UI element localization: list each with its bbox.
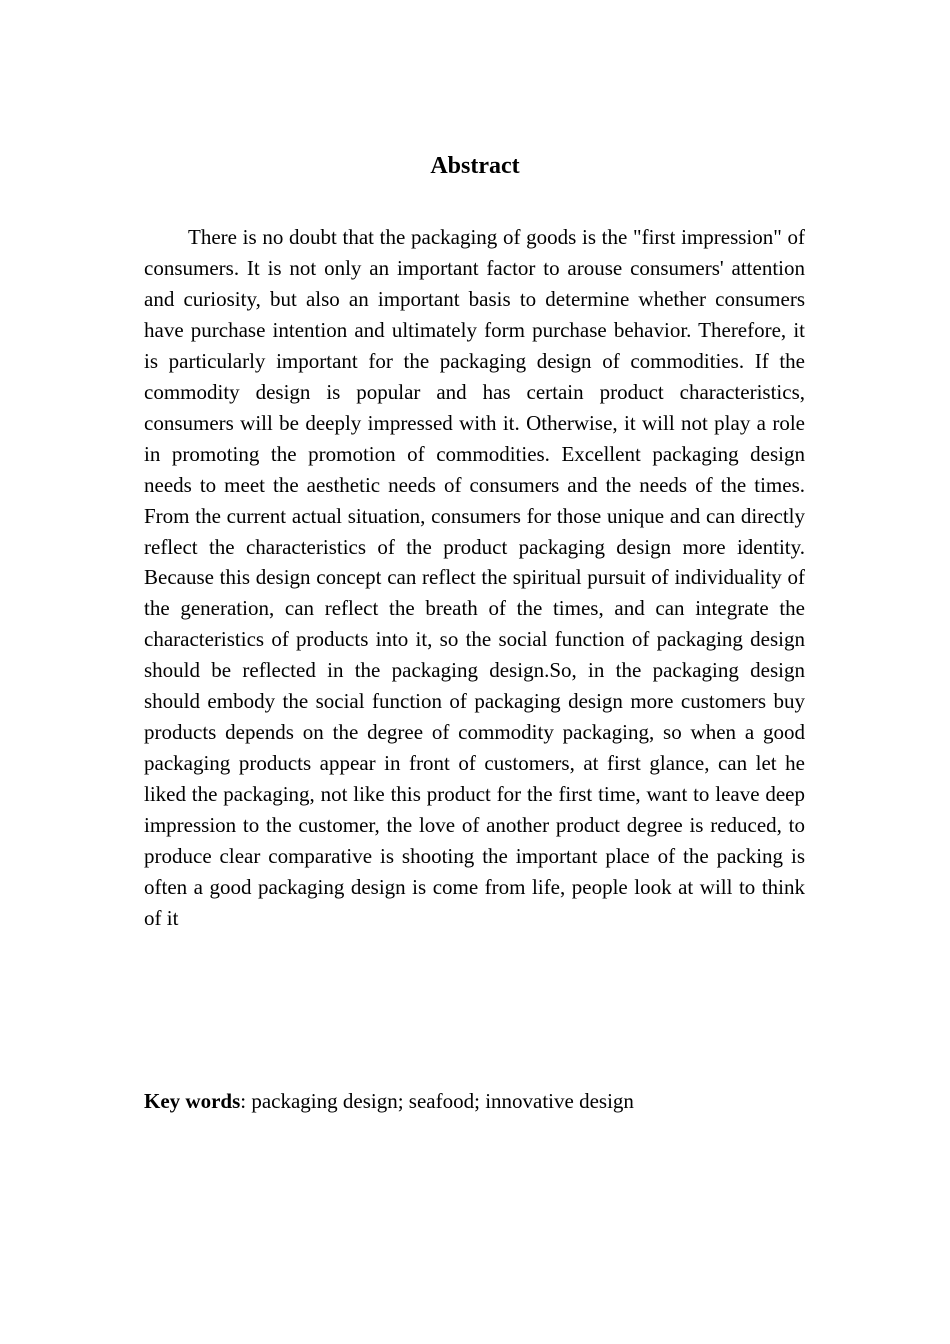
- keywords-line: [144, 1086, 805, 1117]
- keywords-label: Key words: [144, 1089, 241, 1113]
- abstract-paragraph: There is no doubt that the packaging of goods is the "first impression" of consumers. It is not only an important factor to arouse consumers' attention and curiosity, but also an important basis to determine whether consumers have purchase intention and ultimately form purchase behavior. Therefore, it is particularly important for the packaging design of commodities. If the commodity design is popular and has certain product characteristics, consumers will be deeply impressed with it. Otherwise, it will not play a role in promoting the promotion of commodities. Excellent packaging design needs to meet the aesthetic needs of consumers and the needs of the times. From the current actual situation, consumers for those unique and can directly reflect the characteristics of the product packaging design more identity. Because this design concept can reflect the spiritual pursuit of individuality of the generation, can reflect the breath of the times, and can integrate the characteristics of products into it, so the social function of packaging design should be reflected in the packaging design.So, in the packaging design should embody the social function of packaging design more customers buy products depends on the degree of commodity packaging, so when a good packaging products appear in front of customers, at first glance, can let he liked the packaging, not like this product for the first time, want to leave deep impression to the customer, the love of another product degree is reduced, to produce clear comparative is shooting the important place of the packing is often a good packaging design is come from life, people look at will to think of it: [144, 225, 805, 930]
- keywords-text: packaging design; seafood; innovative design: [246, 1089, 634, 1113]
- page-title: Abstract: [430, 153, 520, 179]
- keywords-separator: :: [240, 1089, 247, 1113]
